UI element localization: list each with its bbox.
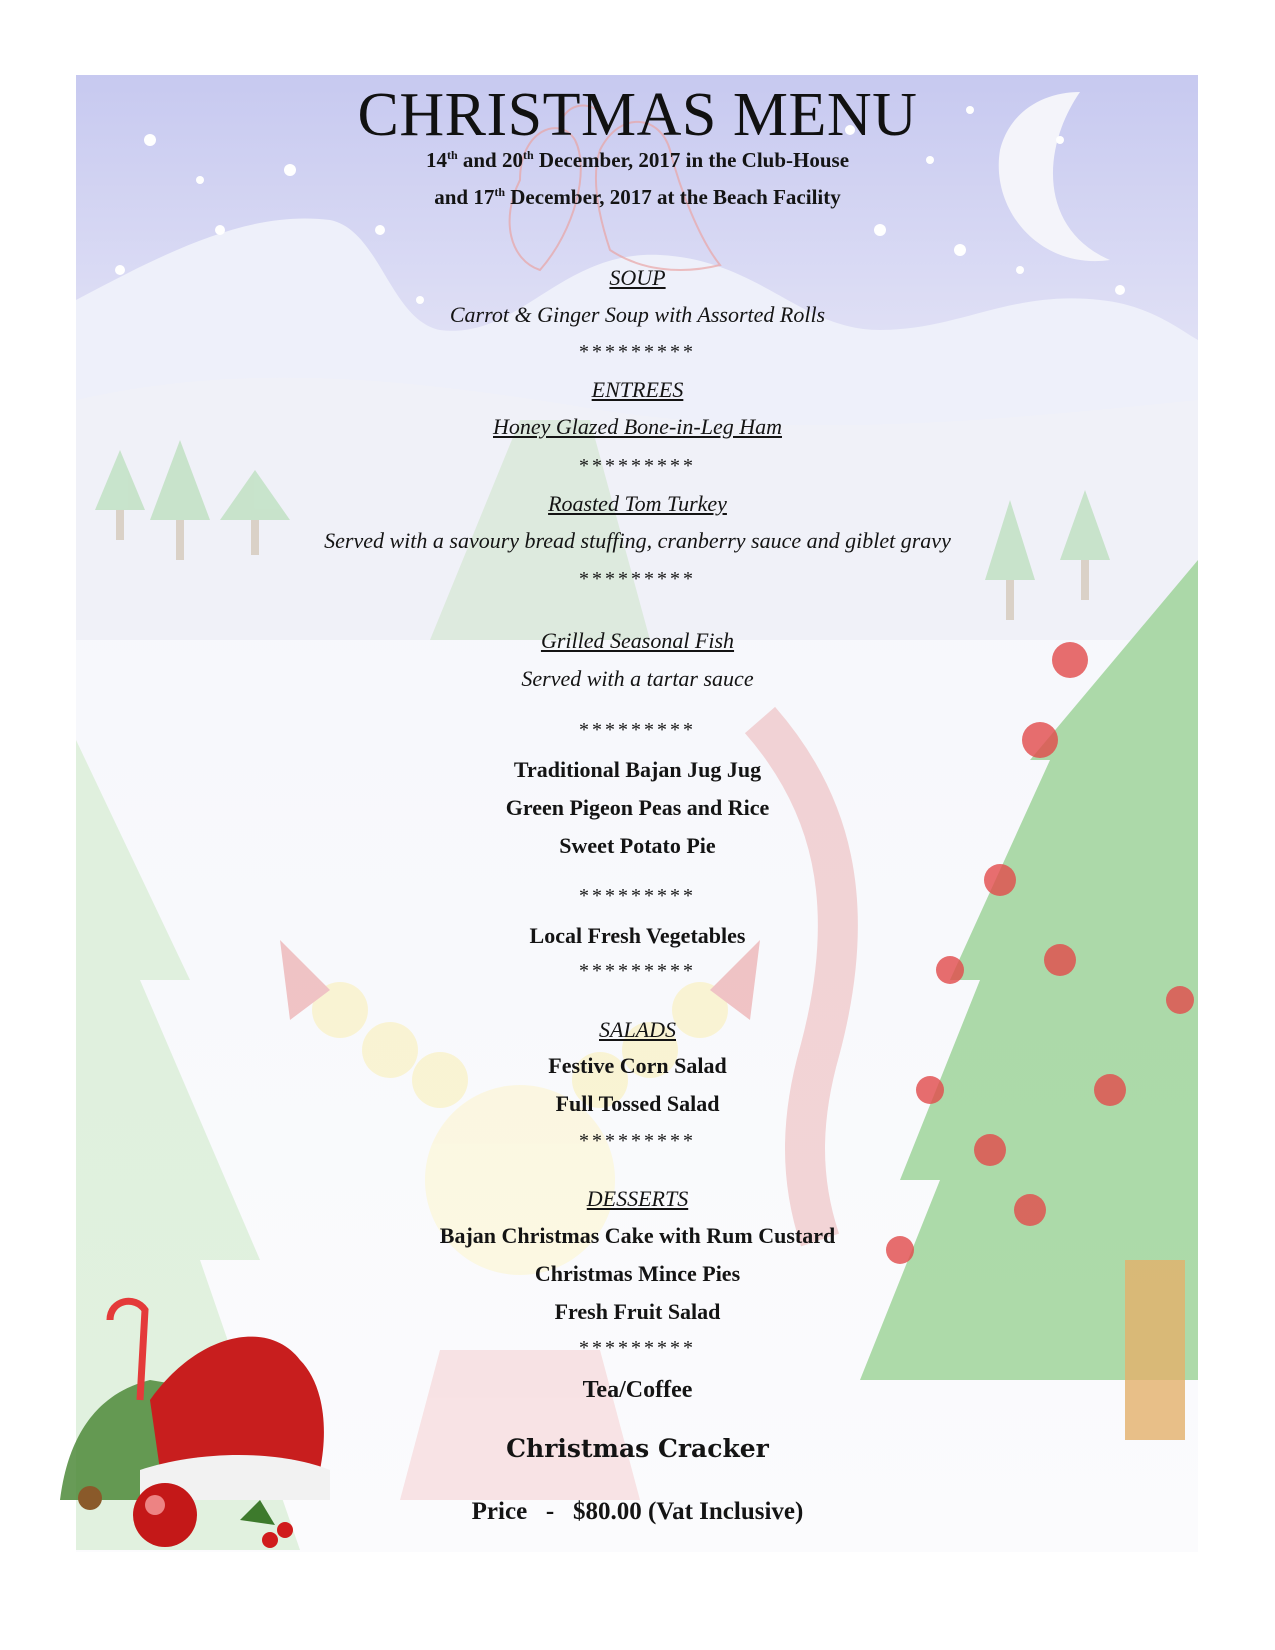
fish-description: Served with a tartar sauce — [521, 666, 754, 691]
side-item: Sweet Potato Pie — [559, 833, 716, 858]
date-day-3: and 17 — [434, 185, 495, 209]
side-item: Traditional Bajan Jug Jug — [513, 757, 762, 782]
soup-item: Carrot & Ginger Soup with Assorted Rolls — [449, 302, 826, 327]
entree-ham: Honey Glazed Bone-in-Leg Ham — [493, 414, 782, 439]
date-suffix-2: th — [522, 148, 534, 162]
date-day-2: and 20 — [457, 148, 523, 172]
separator: ********* — [579, 1337, 696, 1359]
entree-fish: Grilled Seasonal Fish — [540, 628, 735, 653]
date-line-clubhouse — [0, 147, 1275, 173]
section-heading-desserts: DESSERTS — [586, 1186, 689, 1211]
date-line-beach — [0, 184, 1275, 210]
price-line: Price - $80.00 (Vat Inclusive) — [471, 1498, 804, 1525]
separator: ********* — [579, 1130, 696, 1152]
tea-coffee: Tea/Coffee — [582, 1377, 693, 1403]
entree-turkey: Roasted Tom Turkey — [548, 491, 727, 516]
separator: ********* — [579, 719, 696, 741]
separator: ********* — [579, 885, 696, 907]
salad-item: Full Tossed Salad — [555, 1091, 720, 1116]
side-item-vegetables: Local Fresh Vegetables — [529, 923, 746, 948]
section-heading-soup: SOUP — [609, 265, 666, 290]
side-item: Green Pigeon Peas and Rice — [505, 795, 770, 820]
date-venue-2: December, 2017 at the Beach Facility — [505, 185, 841, 209]
dessert-item: Fresh Fruit Salad — [554, 1299, 721, 1324]
page-title: CHRISTMAS MENU — [357, 81, 918, 149]
date-suffix-3: th — [494, 185, 506, 199]
salad-item: Festive Corn Salad — [548, 1053, 727, 1078]
dessert-item: Bajan Christmas Cake with Rum Custard — [439, 1223, 836, 1248]
date-day-1: 14 — [425, 148, 447, 172]
section-heading-salads: SALADS — [599, 1017, 676, 1042]
turkey-description: Served with a savoury bread stuffing, cranberry sauce and giblet gravy — [324, 528, 951, 553]
dessert-item: Christmas Mince Pies — [534, 1261, 741, 1286]
separator: ********* — [579, 455, 696, 477]
christmas-cracker: Christmas Cracker — [506, 1434, 769, 1463]
separator: ********* — [579, 341, 696, 363]
date-venue-1: December, 2017 in the Club-House — [533, 148, 850, 172]
date-suffix-1: th — [446, 148, 458, 162]
separator: ********* — [579, 960, 696, 982]
section-heading-entrees: ENTREES — [591, 377, 684, 402]
separator: ********* — [579, 568, 696, 590]
